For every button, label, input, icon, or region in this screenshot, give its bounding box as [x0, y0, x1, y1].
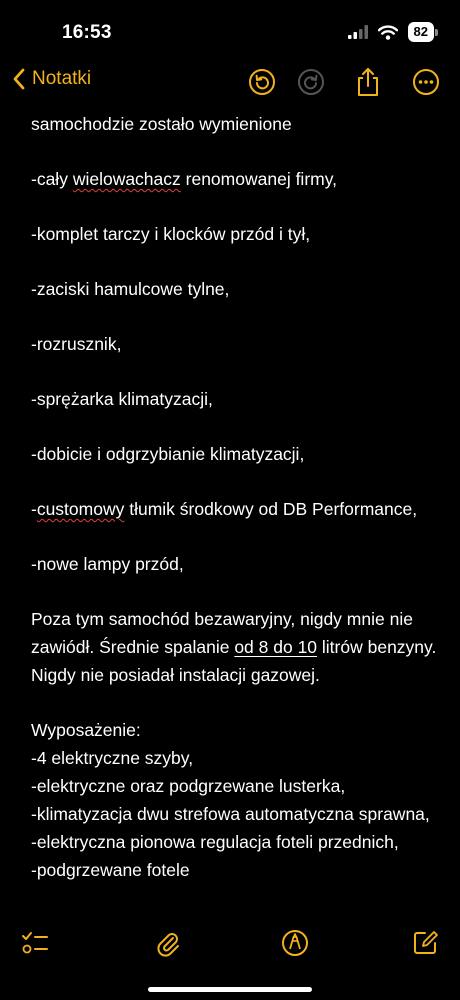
back-button[interactable] — [12, 68, 91, 90]
ellipsis-circle-icon — [412, 68, 440, 96]
undo-button[interactable] — [247, 67, 277, 97]
share-icon — [355, 67, 381, 97]
misspelled-word: customowy — [36, 499, 125, 519]
undo-icon — [248, 68, 276, 96]
cellular-signal-icon — [348, 25, 368, 39]
checklist-icon — [21, 930, 49, 956]
blank-line — [31, 689, 441, 716]
note-line: -cały wielowachacz renomowanej firmy, — [31, 169, 338, 189]
compose-button[interactable] — [410, 928, 440, 958]
blank-line — [31, 413, 441, 440]
note-line: -nowe lampy przód, — [31, 554, 184, 574]
note-line: -zaciski hamulcowe tylne, — [31, 279, 230, 299]
paperclip-icon — [154, 929, 182, 957]
note-line: -komplet tarczy i klocków przód i tył, — [31, 224, 311, 244]
battery-level: 82 — [408, 22, 434, 42]
attach-button[interactable] — [153, 928, 183, 958]
status-bar — [0, 0, 460, 70]
note-line: -customowy tłumik środkowy od DB Performance, — [31, 499, 418, 519]
note-line: -klimatyzacja dwu strefowa automatyczna sprawna, — [31, 804, 430, 824]
blank-line — [31, 248, 441, 275]
note-line: Poza tym samochód bezawaryjny, nigdy mnie nie zawiódł. Średnie spalanie od 8 do 10 litrów benzyny. Nigdy nie posiadał instalacji gazowej. — [31, 609, 442, 685]
misspelled-word: wielowachacz — [72, 169, 181, 189]
chevron-left-icon — [12, 68, 26, 90]
checklist-button[interactable] — [20, 928, 50, 958]
back-label: Notatki — [32, 68, 92, 89]
note-line: samochodzie zostało wymienione — [31, 114, 292, 134]
home-indicator — [148, 987, 312, 992]
note-line: -dobicie i odgrzybianie klimatyzacji, — [31, 444, 305, 464]
blank-line — [31, 578, 441, 605]
markup-pen-icon — [281, 929, 309, 957]
blank-line — [31, 468, 441, 495]
note-body[interactable] — [31, 110, 441, 884]
bottom-toolbar — [0, 920, 460, 964]
blank-line — [31, 358, 441, 385]
note-line: -4 elektryczne szyby, — [31, 748, 194, 768]
markup-button[interactable] — [280, 928, 310, 958]
redo-icon — [297, 68, 325, 96]
blank-line — [31, 193, 441, 220]
wifi-icon — [378, 25, 398, 40]
note-line: -elektryczna pionowa regulacja foteli przednich, — [31, 832, 399, 852]
more-button[interactable] — [411, 67, 441, 97]
detected-link[interactable]: od 8 do 10 — [234, 637, 318, 657]
compose-icon — [411, 929, 439, 957]
share-button[interactable] — [353, 67, 383, 97]
blank-line — [31, 303, 441, 330]
nav-bar — [0, 62, 460, 102]
battery-icon — [408, 22, 438, 42]
blank-line — [31, 523, 441, 550]
note-line: -rozrusznik, — [31, 334, 122, 354]
note-line: -sprężarka klimatyzacji, — [31, 389, 213, 409]
blank-line — [31, 138, 441, 165]
note-line: -elektryczne oraz podgrzewane lusterka, — [31, 776, 346, 796]
status-icons — [348, 22, 438, 42]
note-line: Wyposażenie: — [31, 720, 141, 740]
note-line: -podgrzewane fotele — [31, 860, 190, 880]
redo-button[interactable] — [296, 67, 326, 97]
status-time: 16:53 — [62, 22, 112, 43]
